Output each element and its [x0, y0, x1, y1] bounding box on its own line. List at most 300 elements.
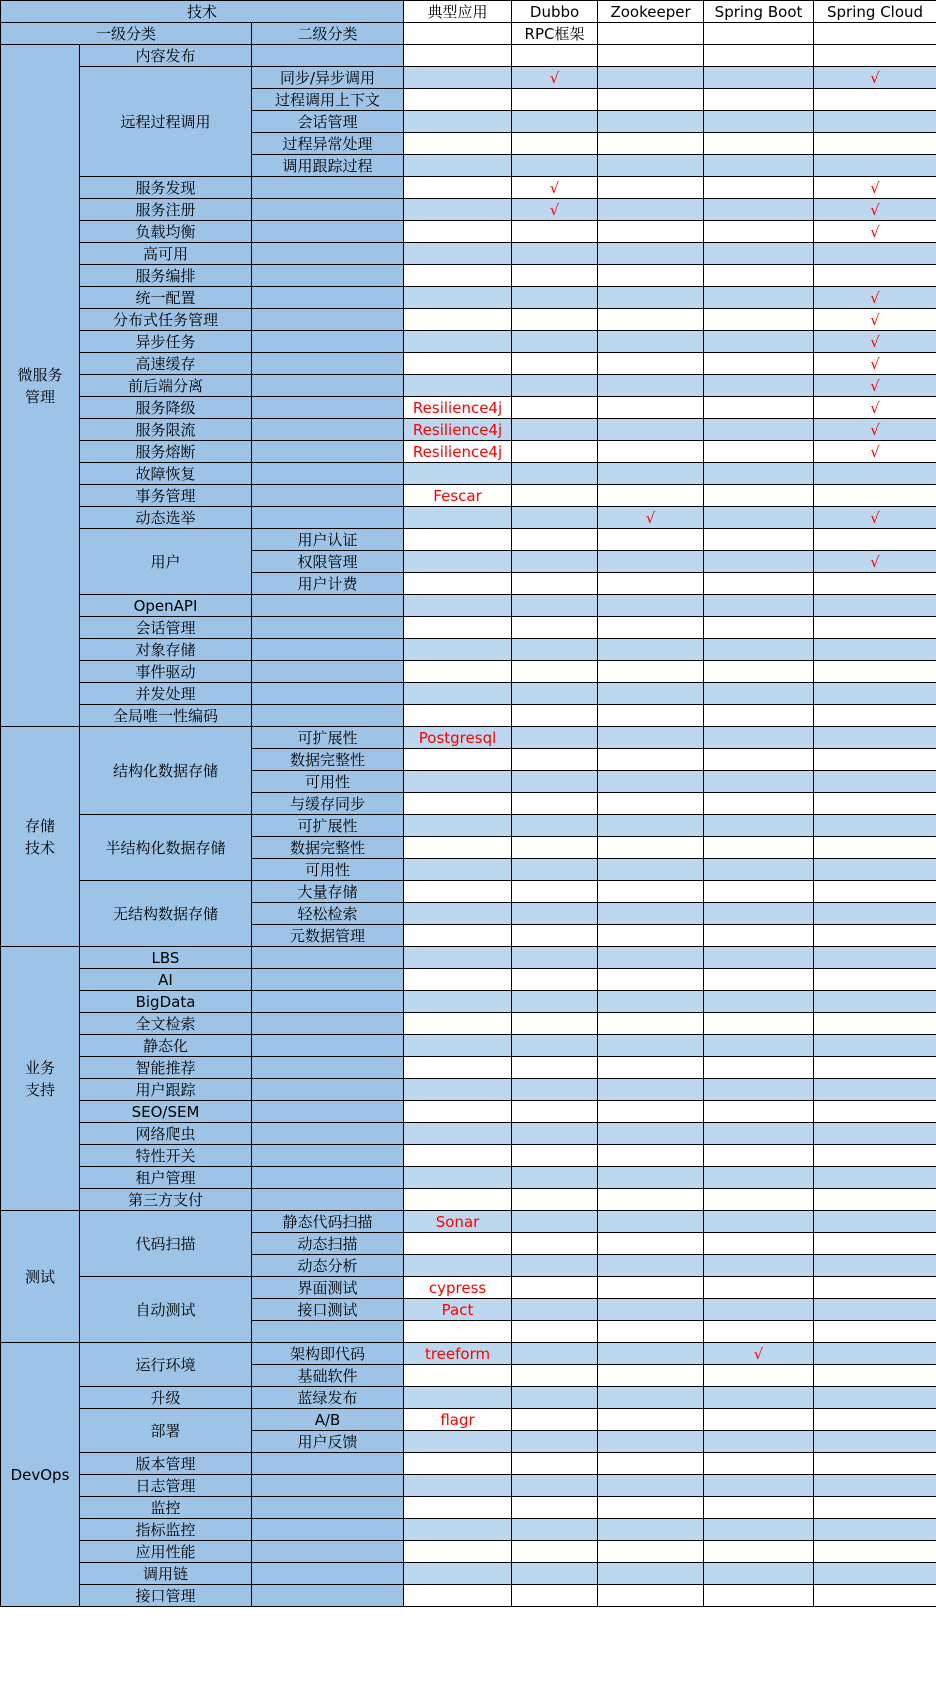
spring-cloud-cell	[814, 1475, 936, 1497]
spring-cloud-cell	[814, 1387, 936, 1409]
spring-cloud-cell	[814, 771, 936, 793]
spring-cloud-check-icon: √	[814, 287, 936, 309]
zookeeper-cell	[598, 1541, 704, 1563]
dubbo-cell	[512, 749, 598, 771]
group-label: 指标监控	[80, 1519, 252, 1541]
dubbo-cell	[512, 1035, 598, 1057]
subcategory-label	[252, 1519, 404, 1541]
typical-app-cell	[404, 243, 512, 265]
dubbo-cell	[512, 903, 598, 925]
spring-boot-cell	[704, 793, 814, 815]
dubbo-cell	[512, 133, 598, 155]
dubbo-cell	[512, 1079, 598, 1101]
subcategory-label: 会话管理	[252, 111, 404, 133]
table-row	[1, 1167, 936, 1189]
typical-app-cell	[404, 45, 512, 67]
subcategory-label: 可扩展性	[252, 815, 404, 837]
zookeeper-cell	[598, 67, 704, 89]
typical-app-cell	[404, 1057, 512, 1079]
spring-cloud-cell	[814, 243, 936, 265]
spring-boot-cell	[704, 1431, 814, 1453]
subcategory-label: 动态分析	[252, 1255, 404, 1277]
spring-boot-cell	[704, 1145, 814, 1167]
subcategory-label	[252, 595, 404, 617]
spring-boot-cell	[704, 287, 814, 309]
subcategory-label	[252, 419, 404, 441]
dubbo-cell	[512, 1189, 598, 1211]
dubbo-note: RPC框架	[512, 23, 598, 45]
spring-boot-cell	[704, 749, 814, 771]
table-row	[1, 727, 936, 749]
zookeeper-cell	[598, 1343, 704, 1365]
zookeeper-cell	[598, 1409, 704, 1431]
subcategory-label	[252, 1497, 404, 1519]
subcategory-label: 架构即代码	[252, 1343, 404, 1365]
header-row-1	[1, 1, 936, 23]
dubbo-cell	[512, 1233, 598, 1255]
typical-app-cell: Postgresql	[404, 727, 512, 749]
typical-app-cell	[404, 1453, 512, 1475]
typical-app-cell: Resilience4j	[404, 397, 512, 419]
typical-app-cell: Pact	[404, 1299, 512, 1321]
table-row	[1, 661, 936, 683]
typical-app-cell	[404, 177, 512, 199]
subcategory-label: 静态代码扫描	[252, 1211, 404, 1233]
spring-cloud-cell	[814, 1277, 936, 1299]
zookeeper-cell	[598, 1013, 704, 1035]
table-row	[1, 1277, 936, 1299]
dubbo-cell	[512, 837, 598, 859]
group-label: 结构化数据存储	[80, 727, 252, 815]
dubbo-cell	[512, 287, 598, 309]
dubbo-cell	[512, 309, 598, 331]
zookeeper-cell	[598, 1057, 704, 1079]
table-row	[1, 419, 936, 441]
dubbo-cell	[512, 1321, 598, 1343]
group-label: 静态化	[80, 1035, 252, 1057]
typical-app-cell	[404, 573, 512, 595]
typical-app-cell: treeform	[404, 1343, 512, 1365]
typical-app-cell	[404, 1233, 512, 1255]
typical-app-cell	[404, 925, 512, 947]
typical-app-cell	[404, 991, 512, 1013]
zookeeper-cell	[598, 89, 704, 111]
table-row	[1, 969, 936, 991]
spring-cloud-check-icon: √	[814, 199, 936, 221]
spring-cloud-cell	[814, 749, 936, 771]
zookeeper-cell	[598, 199, 704, 221]
dubbo-cell	[512, 1585, 598, 1607]
dubbo-cell	[512, 1101, 598, 1123]
subcategory-label	[252, 507, 404, 529]
subcategory-label: 可用性	[252, 771, 404, 793]
typical-app-cell: Sonar	[404, 1211, 512, 1233]
table-row	[1, 397, 936, 419]
tech-header: 技术	[1, 1, 404, 23]
table-row	[1, 221, 936, 243]
typical-app-cell	[404, 1431, 512, 1453]
typical-app-cell	[404, 1541, 512, 1563]
dubbo-cell	[512, 617, 598, 639]
spring-boot-cell	[704, 1585, 814, 1607]
dubbo-cell	[512, 1167, 598, 1189]
dubbo-cell	[512, 1123, 598, 1145]
typical-app-cell	[404, 1013, 512, 1035]
header-row-2	[1, 23, 936, 45]
zookeeper-cell	[598, 1431, 704, 1453]
zookeeper-cell	[598, 309, 704, 331]
spring-cloud-cell	[814, 1365, 936, 1387]
zookeeper-cell	[598, 617, 704, 639]
typical-app-cell	[404, 903, 512, 925]
spring-boot-cell	[704, 1409, 814, 1431]
zookeeper-cell	[598, 1101, 704, 1123]
typical-app-cell	[404, 529, 512, 551]
table-row	[1, 1497, 936, 1519]
typical-app-cell	[404, 947, 512, 969]
typical-app-cell	[404, 859, 512, 881]
spring-cloud-cell	[814, 837, 936, 859]
group-label: 用户跟踪	[80, 1079, 252, 1101]
spring-cloud-cell	[814, 1079, 936, 1101]
spring-boot-cell	[704, 639, 814, 661]
zookeeper-cell	[598, 1453, 704, 1475]
dubbo-cell	[512, 881, 598, 903]
group-label: 并发处理	[80, 683, 252, 705]
subcategory-label: 基础软件	[252, 1365, 404, 1387]
spring-boot-cell	[704, 573, 814, 595]
dubbo-cell	[512, 1057, 598, 1079]
subcategory-label: 大量存储	[252, 881, 404, 903]
subcategory-label	[252, 1101, 404, 1123]
subcategory-label	[252, 705, 404, 727]
dubbo-cell	[512, 1299, 598, 1321]
spring-cloud-cell	[814, 1299, 936, 1321]
spring-cloud-cell	[814, 1563, 936, 1585]
group-label: 监控	[80, 1497, 252, 1519]
zookeeper-cell	[598, 969, 704, 991]
spring-cloud-cell	[814, 595, 936, 617]
dubbo-cell	[512, 1211, 598, 1233]
subcategory-label	[252, 991, 404, 1013]
group-label: 服务熔断	[80, 441, 252, 463]
dubbo-cell	[512, 331, 598, 353]
table-row	[1, 529, 936, 551]
spring-cloud-cell	[814, 617, 936, 639]
dubbo-cell	[512, 925, 598, 947]
typical-app-cell	[404, 309, 512, 331]
typical-app-cell: Resilience4j	[404, 441, 512, 463]
spring-cloud-cell	[814, 1585, 936, 1607]
zookeeper-cell	[598, 353, 704, 375]
spring-boot-cell	[704, 155, 814, 177]
group-label: 事务管理	[80, 485, 252, 507]
zookeeper-cell	[598, 661, 704, 683]
zookeeper-cell	[598, 1035, 704, 1057]
subcategory-label	[252, 661, 404, 683]
table-row	[1, 1145, 936, 1167]
spring-cloud-cell	[814, 1541, 936, 1563]
subcategory-label	[252, 1013, 404, 1035]
typical-app-header: 典型应用	[404, 1, 512, 23]
subcategory-label	[252, 1123, 404, 1145]
zookeeper-cell	[598, 111, 704, 133]
spring-boot-cell	[704, 45, 814, 67]
spring-boot-cell	[704, 133, 814, 155]
spring-boot-cell	[704, 397, 814, 419]
dubbo-cell	[512, 375, 598, 397]
group-label: 半结构化数据存储	[80, 815, 252, 881]
spring-boot-header: Spring Boot	[704, 1, 814, 23]
zookeeper-cell	[598, 1387, 704, 1409]
zookeeper-cell	[598, 441, 704, 463]
group-label: 全文检索	[80, 1013, 252, 1035]
spring-cloud-check-icon: √	[814, 441, 936, 463]
spring-boot-cell	[704, 529, 814, 551]
zookeeper-cell	[598, 331, 704, 353]
group-label: 租户管理	[80, 1167, 252, 1189]
spring-boot-cell	[704, 89, 814, 111]
typical-app-cell	[404, 1035, 512, 1057]
group-label: 版本管理	[80, 1453, 252, 1475]
spring-cloud-cell	[814, 683, 936, 705]
subcategory-label: 用户认证	[252, 529, 404, 551]
zookeeper-cell	[598, 991, 704, 1013]
table-row	[1, 441, 936, 463]
subcategory-label	[252, 287, 404, 309]
table-row	[1, 705, 936, 727]
typical-app-cell	[404, 507, 512, 529]
spring-boot-cell	[704, 1123, 814, 1145]
spring-cloud-cell	[814, 991, 936, 1013]
spring-boot-cell	[704, 617, 814, 639]
group-label: 部署	[80, 1409, 252, 1453]
subcategory-label	[252, 1475, 404, 1497]
zookeeper-cell	[598, 1321, 704, 1343]
dubbo-cell	[512, 243, 598, 265]
spring-boot-cell	[704, 1299, 814, 1321]
zookeeper-cell	[598, 925, 704, 947]
zookeeper-cell	[598, 903, 704, 925]
spring-cloud-cell	[814, 1453, 936, 1475]
group-label: 统一配置	[80, 287, 252, 309]
subcategory-label: 动态扫描	[252, 1233, 404, 1255]
zookeeper-cell	[598, 397, 704, 419]
table-row	[1, 199, 936, 221]
subcategory-label	[252, 1453, 404, 1475]
group-label: 分布式任务管理	[80, 309, 252, 331]
typical-app-cell	[404, 1475, 512, 1497]
spring-cloud-cell	[814, 903, 936, 925]
spring-boot-cell	[704, 353, 814, 375]
subcategory-label	[252, 309, 404, 331]
dubbo-cell	[512, 155, 598, 177]
spring-boot-cell	[704, 419, 814, 441]
table-row	[1, 881, 936, 903]
table-row	[1, 1079, 936, 1101]
subcategory-label	[252, 1563, 404, 1585]
spring-boot-cell	[704, 1497, 814, 1519]
spring-cloud-cell	[814, 793, 936, 815]
subcategory-label	[252, 331, 404, 353]
header-blank	[404, 23, 512, 45]
subcategory-label: 可用性	[252, 859, 404, 881]
subcategory-label	[252, 243, 404, 265]
dubbo-cell	[512, 507, 598, 529]
spring-boot-cell	[704, 1277, 814, 1299]
table-row	[1, 815, 936, 837]
spring-boot-cell	[704, 1453, 814, 1475]
group-label: 运行环境	[80, 1343, 252, 1387]
zookeeper-cell	[598, 1277, 704, 1299]
spring-cloud-cell	[814, 1057, 936, 1079]
zookeeper-cell	[598, 551, 704, 573]
dubbo-cell	[512, 111, 598, 133]
group-label: 用户	[80, 529, 252, 595]
subcategory-label	[252, 353, 404, 375]
spring-boot-cell	[704, 265, 814, 287]
subcategory-label	[252, 485, 404, 507]
spring-boot-cell	[704, 1475, 814, 1497]
subcategory-label	[252, 1079, 404, 1101]
subcategory-label	[252, 1585, 404, 1607]
typical-app-cell	[404, 287, 512, 309]
dubbo-header: Dubbo	[512, 1, 598, 23]
typical-app-cell	[404, 683, 512, 705]
dubbo-cell	[512, 1431, 598, 1453]
subcategory-label	[252, 375, 404, 397]
typical-app-cell: cypress	[404, 1277, 512, 1299]
zookeeper-check-icon: √	[598, 507, 704, 529]
typical-app-cell	[404, 815, 512, 837]
typical-app-cell	[404, 617, 512, 639]
level2-header: 二级分类	[252, 23, 404, 45]
subcategory-label	[252, 1541, 404, 1563]
table-row	[1, 991, 936, 1013]
header-blank	[704, 23, 814, 45]
spring-cloud-cell	[814, 1013, 936, 1035]
spring-cloud-cell	[814, 969, 936, 991]
group-label: 服务编排	[80, 265, 252, 287]
spring-boot-cell	[704, 441, 814, 463]
group-label: 事件驱动	[80, 661, 252, 683]
subcategory-label	[252, 221, 404, 243]
zookeeper-cell	[598, 1167, 704, 1189]
typical-app-cell: Fescar	[404, 485, 512, 507]
subcategory-label	[252, 1057, 404, 1079]
spring-cloud-cell	[814, 1211, 936, 1233]
zookeeper-cell	[598, 485, 704, 507]
zookeeper-cell	[598, 1255, 704, 1277]
spring-boot-cell	[704, 815, 814, 837]
zookeeper-cell	[598, 419, 704, 441]
spring-boot-cell	[704, 1563, 814, 1585]
subcategory-label: 过程异常处理	[252, 133, 404, 155]
spring-boot-cell	[704, 1321, 814, 1343]
zookeeper-cell	[598, 749, 704, 771]
zookeeper-cell	[598, 463, 704, 485]
zookeeper-cell	[598, 881, 704, 903]
table-row	[1, 1453, 936, 1475]
group-label: 日志管理	[80, 1475, 252, 1497]
spring-boot-cell	[704, 551, 814, 573]
subcategory-label: 蓝绿发布	[252, 1387, 404, 1409]
spring-boot-cell	[704, 1101, 814, 1123]
spring-cloud-cell	[814, 705, 936, 727]
spring-boot-cell	[704, 1013, 814, 1035]
subcategory-label	[252, 45, 404, 67]
group-label: 异步任务	[80, 331, 252, 353]
group-label: 第三方支付	[80, 1189, 252, 1211]
spring-cloud-cell	[814, 881, 936, 903]
subcategory-label	[252, 969, 404, 991]
matrix-body	[1, 45, 936, 1607]
section-label: 微服务 管理	[1, 45, 80, 727]
typical-app-cell	[404, 1497, 512, 1519]
table-row	[1, 1057, 936, 1079]
spring-cloud-cell	[814, 1497, 936, 1519]
typical-app-cell	[404, 771, 512, 793]
subcategory-label: 元数据管理	[252, 925, 404, 947]
group-label: 负载均衡	[80, 221, 252, 243]
subcategory-label: 用户计费	[252, 573, 404, 595]
zookeeper-cell	[598, 859, 704, 881]
dubbo-cell	[512, 1255, 598, 1277]
dubbo-cell	[512, 551, 598, 573]
spring-boot-cell	[704, 859, 814, 881]
typical-app-cell	[404, 353, 512, 375]
zookeeper-cell	[598, 1145, 704, 1167]
typical-app-cell	[404, 1167, 512, 1189]
spring-boot-cell	[704, 837, 814, 859]
spring-boot-cell	[704, 199, 814, 221]
spring-cloud-cell	[814, 1409, 936, 1431]
zookeeper-cell	[598, 529, 704, 551]
zookeeper-cell	[598, 1519, 704, 1541]
group-label: 调用链	[80, 1563, 252, 1585]
spring-cloud-cell	[814, 947, 936, 969]
spring-cloud-cell	[814, 1167, 936, 1189]
dubbo-cell	[512, 89, 598, 111]
spring-boot-cell	[704, 1167, 814, 1189]
spring-cloud-cell	[814, 1035, 936, 1057]
zookeeper-cell	[598, 375, 704, 397]
group-label: 服务限流	[80, 419, 252, 441]
header-blank	[598, 23, 704, 45]
dubbo-cell	[512, 419, 598, 441]
group-label: 服务发现	[80, 177, 252, 199]
typical-app-cell	[404, 221, 512, 243]
spring-boot-cell	[704, 991, 814, 1013]
typical-app-cell	[404, 67, 512, 89]
spring-cloud-check-icon: √	[814, 551, 936, 573]
spring-boot-check-icon: √	[704, 1343, 814, 1365]
subcategory-label	[252, 639, 404, 661]
typical-app-cell	[404, 639, 512, 661]
group-label: 无结构数据存储	[80, 881, 252, 947]
spring-boot-cell	[704, 1211, 814, 1233]
spring-cloud-cell	[814, 45, 936, 67]
dubbo-check-icon: √	[512, 199, 598, 221]
table-row	[1, 595, 936, 617]
table-row	[1, 353, 936, 375]
table-row	[1, 617, 936, 639]
dubbo-cell	[512, 45, 598, 67]
typical-app-cell: Resilience4j	[404, 419, 512, 441]
typical-app-cell	[404, 969, 512, 991]
group-label: OpenAPI	[80, 595, 252, 617]
zookeeper-cell	[598, 815, 704, 837]
